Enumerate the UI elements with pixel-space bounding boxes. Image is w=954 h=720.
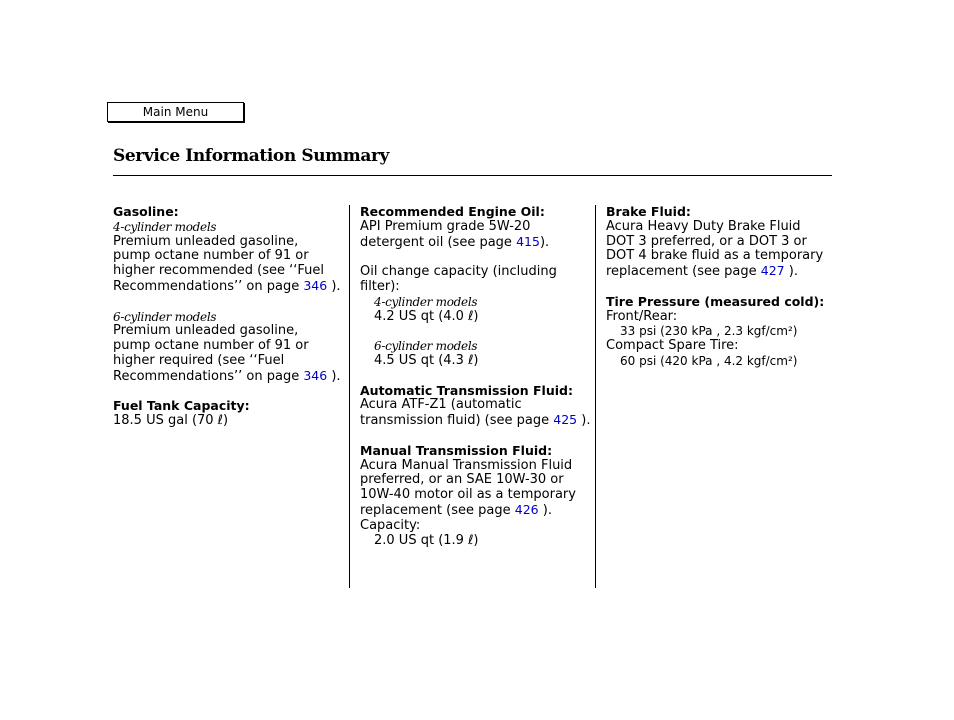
text-line: pump octane number of 91 or xyxy=(113,338,309,354)
title-divider xyxy=(113,175,832,176)
text-line: Acura ATF-Z1 (automatic xyxy=(360,397,522,413)
engine-oil-heading: Recommended Engine Oil: xyxy=(360,204,545,219)
text-line xyxy=(606,264,838,280)
text-line xyxy=(113,369,345,385)
column-brake-tire xyxy=(606,205,838,369)
text-line xyxy=(360,503,592,519)
brake-fluid-heading: Brake Fluid: xyxy=(606,204,691,219)
text-line: filter): xyxy=(360,278,400,294)
spare-tire-value: 60 psi (420 kPa , 4.2 kgf/cm²) xyxy=(620,353,798,368)
text-fragment: Recommendations’’ on page xyxy=(113,278,300,294)
gasoline-subheading-6cyl: 6-cylinder models xyxy=(113,309,217,324)
text-line: DOT 3 preferred, or a DOT 3 or xyxy=(606,233,807,249)
oil-subheading-4cyl: 4-cylinder models xyxy=(374,294,478,309)
front-rear-value: 33 psi (230 kPa , 2.3 kgf/cm²) xyxy=(620,324,798,339)
text-line: higher required (see ‘‘Fuel xyxy=(113,352,285,368)
text-fragment: ). xyxy=(581,413,591,429)
mtf-capacity-value: 2.0 US qt (1.9 ℓ) xyxy=(374,532,479,548)
text-fragment: ). xyxy=(331,278,341,294)
tire-pressure-heading: Tire Pressure (measured cold): xyxy=(606,293,825,309)
gasoline-heading: Gasoline: xyxy=(113,204,179,219)
column-fuel xyxy=(113,205,345,429)
front-rear-label: Front/Rear: xyxy=(606,308,678,324)
page-link-426[interactable]: 426 xyxy=(514,501,539,517)
text-line xyxy=(360,413,592,429)
text-line: pump octane number of 91 or xyxy=(113,248,309,264)
text-line: 10W-40 motor oil as a temporary xyxy=(360,487,576,503)
text-fragment: replacement (see page xyxy=(606,264,757,280)
text-line: Oil change capacity (including xyxy=(360,264,557,280)
text-fragment: detergent oil (see page xyxy=(360,234,512,250)
column-divider-1 xyxy=(349,205,350,588)
mtf-capacity-label: Capacity: xyxy=(360,517,421,533)
fuel-tank-value: 18.5 US gal (70 ℓ) xyxy=(113,413,229,429)
oil-capacity-6cyl: 4.5 US qt (4.3 ℓ) xyxy=(374,352,479,368)
text-line: Acura Manual Transmission Fluid xyxy=(360,457,573,473)
oil-subheading-6cyl: 6-cylinder models xyxy=(374,339,478,354)
text-fragment: ). xyxy=(331,368,341,384)
mtf-heading: Manual Transmission Fluid: xyxy=(360,442,553,458)
page-link-427[interactable]: 427 xyxy=(760,263,785,279)
page-link-346[interactable]: 346 xyxy=(303,367,328,383)
text-line: Premium unleaded gasoline, xyxy=(113,323,299,339)
text-line: Acura Heavy Duty Brake Fluid xyxy=(606,218,801,234)
page-link-346[interactable]: 346 xyxy=(303,277,328,293)
text-line: preferred, or an SAE 10W-30 or xyxy=(360,472,564,488)
page-link-425[interactable]: 425 xyxy=(553,412,578,428)
text-line: DOT 4 brake fluid as a temporary xyxy=(606,248,824,264)
text-fragment: replacement (see page xyxy=(360,502,511,518)
text-fragment: ). xyxy=(539,234,550,250)
fuel-tank-heading: Fuel Tank Capacity: xyxy=(113,398,250,414)
text-line: API Premium grade 5W-20 xyxy=(360,218,531,234)
main-menu-button[interactable]: Main Menu xyxy=(107,102,244,122)
column-oil-transmission xyxy=(360,205,592,548)
atf-heading: Automatic Transmission Fluid: xyxy=(360,382,573,398)
text-line: higher recommended (see ‘‘Fuel xyxy=(113,263,325,279)
text-fragment: ). xyxy=(542,502,552,518)
gasoline-subheading-4cyl: 4-cylinder models xyxy=(113,219,217,234)
text-line: Premium unleaded gasoline, xyxy=(113,233,299,249)
oil-capacity-4cyl: 4.2 US qt (4.0 ℓ) xyxy=(374,308,479,324)
text-fragment: transmission fluid) (see page xyxy=(360,413,550,429)
column-divider-2 xyxy=(595,205,596,588)
text-fragment: Recommendations’’ on page xyxy=(113,368,300,384)
page-link-415[interactable]: 415 xyxy=(516,233,540,249)
spare-tire-label: Compact Spare Tire: xyxy=(606,338,739,354)
text-line xyxy=(360,235,592,251)
text-line xyxy=(113,279,345,295)
page-title: Service Information Summary xyxy=(113,146,389,166)
text-fragment: ). xyxy=(788,264,798,280)
